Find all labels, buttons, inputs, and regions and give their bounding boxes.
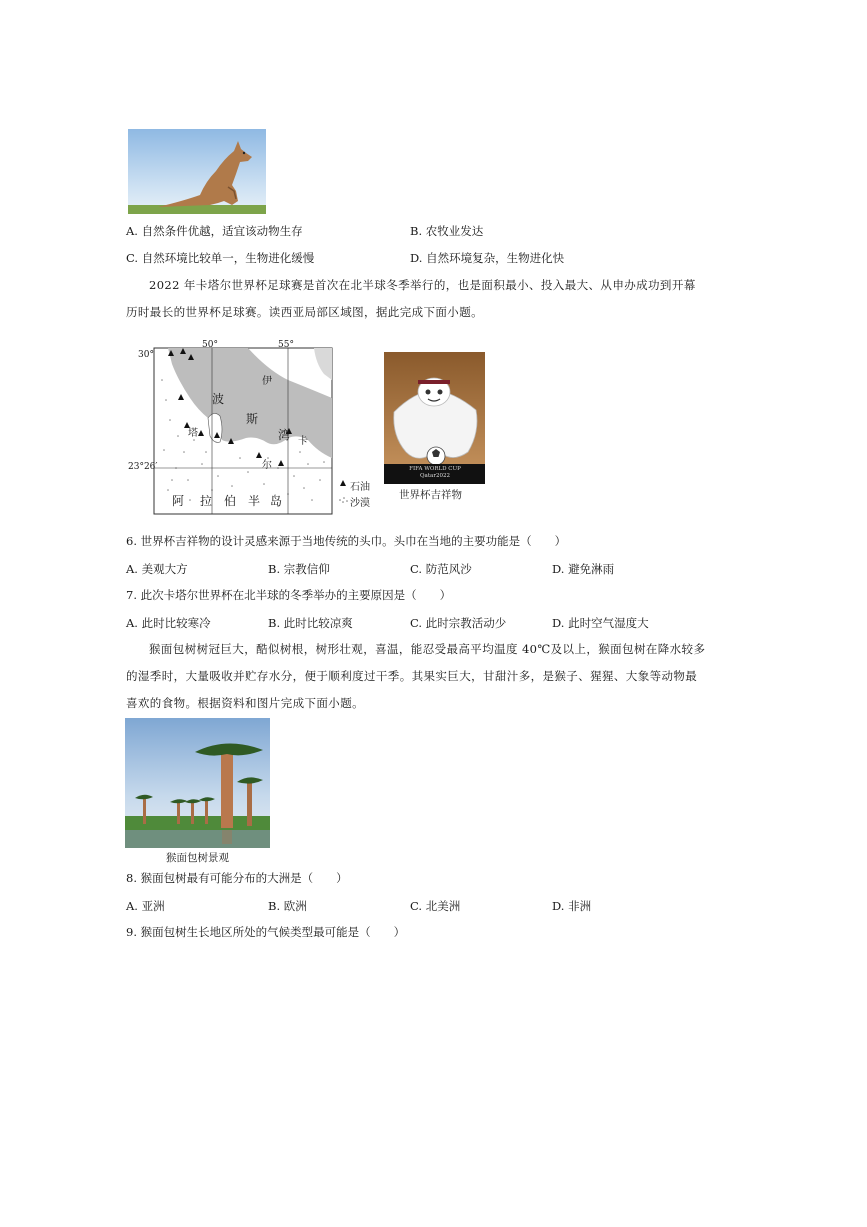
q9-stem: 9. 猴面包树生长地区所处的气候类型最可能是（ ）	[126, 925, 406, 939]
map-sea-char-3: 湾	[278, 428, 291, 442]
q8-option-a: A. 亚洲	[126, 899, 165, 913]
map-lon-left: 50°	[202, 340, 218, 350]
map-place-iran: 伊	[262, 376, 272, 387]
mascot-caption: 世界杯吉祥物	[399, 489, 462, 501]
q7-option-a: A. 此时比较寒冷	[126, 616, 211, 630]
baobab-caption: 猴面包树景观	[166, 852, 229, 864]
q6-option-a: A. 美观大方	[126, 562, 188, 576]
map-land-char-2: 拉	[200, 494, 213, 508]
map-lat-bottom: 23°26′	[128, 462, 158, 472]
map-legend-oil: 石油	[350, 482, 370, 493]
q5-option-b: B. 农牧业发达	[410, 224, 484, 238]
q7-option-c: C. 此时宗教活动少	[410, 616, 507, 630]
passage-world-cup: 2022 年卡塔尔世界杯足球赛是首次在北半球冬季举行的，也是面积最小、投入最大、从申办成功到开幕历时最长的世界杯足球赛。读西亚局部区域图，据此完成下面小题。	[126, 278, 696, 319]
map-legend-desert: 沙漠	[350, 498, 370, 509]
q8-option-b: B. 欧洲	[268, 899, 307, 913]
map-sea-char-2: 斯	[246, 412, 259, 426]
map-place-ka: 卡	[298, 436, 308, 447]
q6-option-c: C. 防范风沙	[410, 562, 472, 576]
q8-option-d: D. 非洲	[552, 899, 592, 913]
map-land-char-1: 阿	[172, 494, 185, 508]
baobab-photo	[125, 718, 270, 848]
mascot-tag: FIFA WORLD CUP Qatar2022	[409, 466, 461, 479]
map-lat-top: 30°	[138, 350, 154, 360]
q6-option-b: B. 宗教信仰	[268, 562, 330, 576]
map-place-er: 尔	[262, 460, 272, 471]
map-sea-char-1: 波	[212, 392, 225, 406]
q8-option-c: C. 北美洲	[410, 899, 461, 913]
q5-option-c: C. 自然环境比较单一，生物进化缓慢	[126, 251, 315, 265]
map-land-char-4: 半	[248, 494, 261, 508]
passage-baobab: 猴面包树树冠巨大，酷似树根，树形壮观，喜温，能忍受最高平均温度 40℃及以上，猴面包树在降水较多的湿季时，大量吸收并贮存水分，便于顺利度过干季。其果实巨大，甘甜汁多，是猴子、猩猩、大象等动物最喜欢的食物。根据资料和图片完成下面小题。	[126, 642, 706, 710]
map-place-ta: 塔	[188, 428, 198, 439]
map-lon-right: 55°	[278, 340, 294, 350]
mascot-photo	[384, 352, 485, 484]
q6-stem: 6. 世界杯吉祥物的设计灵感来源于当地传统的头巾。头巾在当地的主要功能是（ ）	[126, 534, 567, 548]
q8-stem: 8. 猴面包树最有可能分布的大洲是（ ）	[126, 871, 348, 885]
map-land-char-3: 伯	[224, 494, 237, 508]
q5-option-a: A. 自然条件优越，适宜该动物生存	[126, 224, 303, 238]
map-land-char-5: 岛	[270, 494, 283, 508]
kangaroo-photo	[128, 129, 266, 214]
q7-option-d: D. 此时空气湿度大	[552, 616, 649, 630]
q6-option-d: D. 避免淋雨	[552, 562, 615, 576]
q5-option-d: D. 自然环境复杂，生物进化快	[410, 251, 565, 265]
q7-option-b: B. 此时比较凉爽	[268, 616, 353, 630]
q7-stem: 7. 此次卡塔尔世界杯在北半球的冬季举办的主要原因是（ ）	[126, 588, 452, 602]
west-asia-map	[128, 340, 380, 516]
